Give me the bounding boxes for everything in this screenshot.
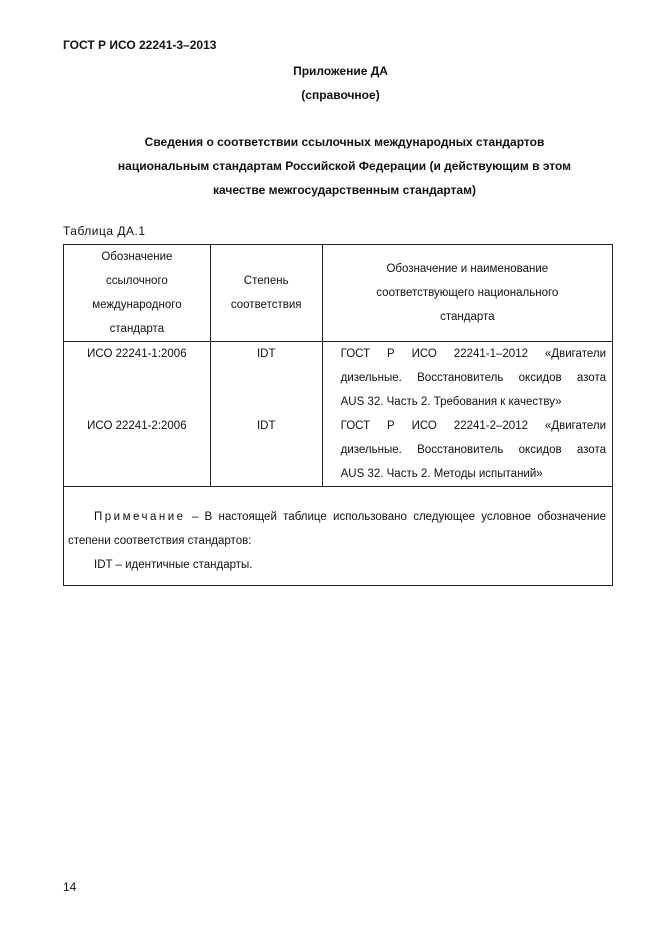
cell-designation: ИСО 22241-1:2006 ИСО 22241-2:2006	[64, 342, 211, 487]
header-national-standard: Обозначение и наименование соответствующего национального стандарта	[322, 245, 612, 342]
heading-line: национальным стандартам Российской Федерации (и действующим в этом	[117, 159, 572, 173]
table-note-row	[64, 487, 613, 586]
table-caption: Таблица ДА.1	[63, 224, 146, 238]
note-body: – В настоящей таблице использовано следующее условное обозначение степени соответствия стандартов:	[68, 511, 606, 547]
correspondence-table	[63, 244, 613, 586]
cell-national-standard: ГОСТ Р ИСО 22241-1–2012 «Двигатели дизельные. Восстановитель оксидов азота AUS 32. Часть 2. Требования к качеству» ГОСТ Р ИСО 22241-2–2012 «Двигатели дизельные. Восстановитель оксидов азота AUS 32. Часть 2. Методы испытаний»	[322, 342, 612, 487]
document-code: ГОСТ Р ИСО 22241-3–2013	[63, 38, 217, 52]
note-text	[68, 505, 606, 553]
header-degree: Степень соответствия	[210, 245, 322, 342]
note-idt-definition: IDT – идентичные стандарты.	[94, 559, 253, 571]
header-designation: Обозначение ссылочного международного стандарта	[64, 245, 211, 342]
appendix-subtitle: (справочное)	[301, 88, 380, 102]
heading-line: качестве межгосударственным стандартам)	[213, 183, 476, 197]
note-label: Примечание	[94, 511, 186, 523]
page-number: 14	[63, 880, 77, 894]
table-header-row	[64, 245, 613, 342]
appendix-title: Приложение ДА	[293, 64, 388, 78]
table-note	[64, 487, 613, 586]
heading-line: Сведения о соответствии ссылочных международных стандартов	[144, 135, 545, 149]
appendix-heading	[14, 130, 661, 202]
cell-degree: IDT IDT	[210, 342, 322, 487]
table-row	[64, 342, 613, 487]
